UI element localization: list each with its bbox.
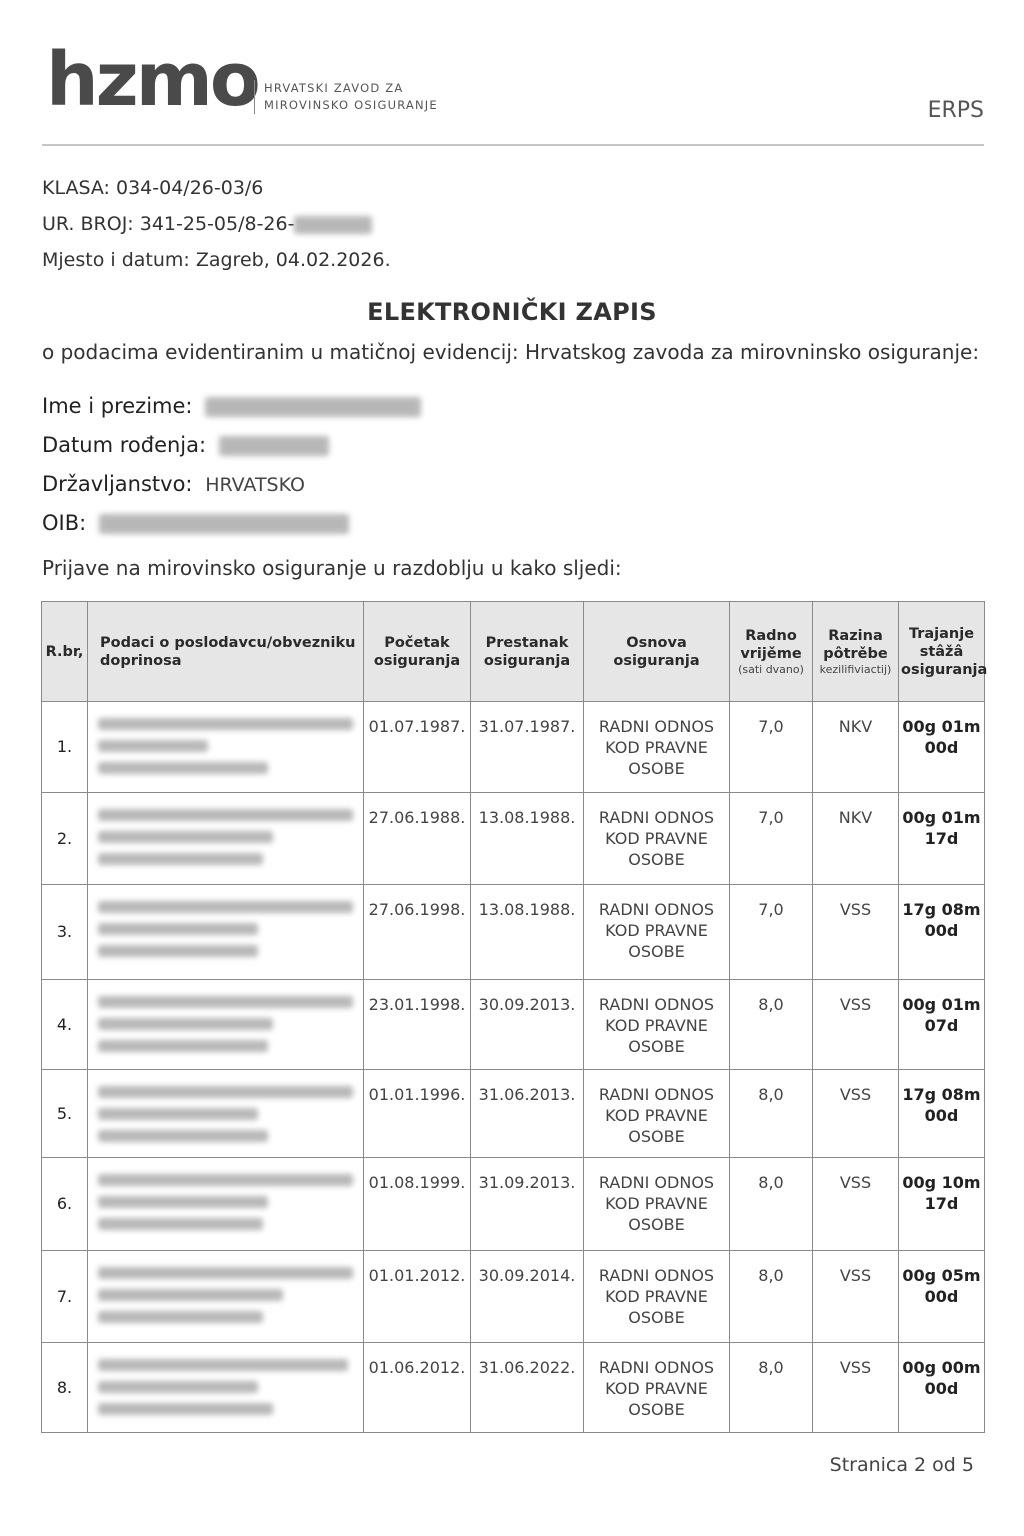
qualification-level: VSS bbox=[813, 1343, 899, 1433]
hzmo-logo: hzmo bbox=[46, 37, 258, 123]
col-level-sub: kezilifiviactij) bbox=[819, 662, 892, 676]
document-header bbox=[42, 37, 984, 146]
redacted-employer-line bbox=[98, 923, 258, 935]
table-row bbox=[42, 885, 985, 980]
working-hours: 8,0 bbox=[730, 1343, 813, 1433]
redacted-employer-line bbox=[98, 762, 268, 774]
redacted-employer-line bbox=[98, 853, 263, 865]
insurance-duration: 00g 00m 00d bbox=[899, 1343, 985, 1433]
col-end: Prestanak osiguranja bbox=[471, 602, 584, 702]
row-number: 8. bbox=[42, 1343, 88, 1433]
insurance-duration: 00g 10m 17d bbox=[899, 1158, 985, 1251]
redacted-employer-line bbox=[98, 1267, 353, 1279]
end-date: 13.08.1988. bbox=[471, 793, 584, 885]
redacted-employer-line bbox=[98, 1359, 348, 1371]
oib-label: OIB: bbox=[42, 511, 87, 535]
working-hours: 7,0 bbox=[730, 702, 813, 793]
place-and-date: Mjesto i datum: Zagreb, 04.02.2026. bbox=[42, 249, 391, 271]
table-row bbox=[42, 1158, 985, 1251]
col-hours-label: Radno vrijěme bbox=[740, 627, 802, 662]
start-date: 27.06.1988. bbox=[364, 793, 471, 885]
end-date: 31.07.1987. bbox=[471, 702, 584, 793]
insurance-duration: 00g 01m 07d bbox=[899, 980, 985, 1070]
klasa: KLASA: 034-04/26-03/6 bbox=[42, 177, 264, 199]
institution-name-line2: MIROVINSKO OSIGURANJE bbox=[264, 98, 438, 112]
working-hours: 8,0 bbox=[730, 1251, 813, 1343]
dob-row bbox=[42, 427, 421, 466]
col-duration: Trajanje stâžâ osiguranja bbox=[899, 602, 985, 702]
insurance-basis: RADNI ODNOS KOD PRAVNE OSOBE bbox=[584, 1343, 730, 1433]
col-employer: Podaci o poslodavcu/obvezniku doprinosa bbox=[88, 602, 364, 702]
col-rbr: R.br, bbox=[42, 602, 88, 702]
employer-cell bbox=[88, 980, 364, 1070]
start-date: 01.08.1999. bbox=[364, 1158, 471, 1251]
dob-label: Datum rođenja: bbox=[42, 433, 207, 457]
row-number: 4. bbox=[42, 980, 88, 1070]
insurance-table bbox=[41, 601, 988, 1433]
table-header-row bbox=[42, 602, 985, 702]
start-date: 23.01.1998. bbox=[364, 980, 471, 1070]
employer-cell bbox=[88, 1343, 364, 1433]
start-date: 27.06.1998. bbox=[364, 885, 471, 980]
insurance-duration: 00g 01m 17d bbox=[899, 793, 985, 885]
qualification-level: VSS bbox=[813, 885, 899, 980]
qualification-level: NKV bbox=[813, 702, 899, 793]
redacted-employer-line bbox=[98, 901, 353, 913]
insurance-duration: 00g 01m 00d bbox=[899, 702, 985, 793]
working-hours: 8,0 bbox=[730, 1070, 813, 1158]
table-row bbox=[42, 1343, 985, 1433]
col-hours-sub: (sati dvano) bbox=[738, 662, 804, 676]
redacted-employer-line bbox=[98, 1381, 258, 1393]
table-row bbox=[42, 1251, 985, 1343]
citizenship-label: Državljanstvo: bbox=[42, 472, 193, 496]
redacted-dob bbox=[219, 436, 329, 456]
insurance-basis: RADNI ODNOS KOD PRAVNE OSOBE bbox=[584, 885, 730, 980]
qualification-level: VSS bbox=[813, 1251, 899, 1343]
col-basis: Osnova osiguranja bbox=[584, 602, 730, 702]
page-number: Stranica 2 od 5 bbox=[829, 1454, 974, 1476]
insurance-basis: RADNI ODNOS KOD PRAVNE OSOBE bbox=[584, 702, 730, 793]
employer-cell bbox=[88, 1251, 364, 1343]
qualification-level: VSS bbox=[813, 1070, 899, 1158]
start-date: 01.01.1996. bbox=[364, 1070, 471, 1158]
col-level-label: Razina pôtrěbe bbox=[823, 627, 888, 662]
document-subtitle: o podacima evidentiranim u matičnoj evidencij: Hrvatskog zavoda za mirovninsko osiguranje: bbox=[42, 340, 980, 364]
table-row bbox=[42, 980, 985, 1070]
table-row bbox=[42, 793, 985, 885]
intro-text: Prijave na mirovinsko osiguranje u razdoblju u kako sljedi: bbox=[42, 556, 622, 580]
redacted-employer-line bbox=[98, 945, 258, 957]
row-number: 5. bbox=[42, 1070, 88, 1158]
table-row bbox=[42, 1070, 985, 1158]
end-date: 31.06.2013. bbox=[471, 1070, 584, 1158]
name-row bbox=[42, 388, 421, 427]
name-label: Ime i prezime: bbox=[42, 394, 193, 418]
employer-cell bbox=[88, 1158, 364, 1251]
redacted-employer-line bbox=[98, 831, 273, 843]
insurance-basis: RADNI ODNOS KOD PRAVNE OSOBE bbox=[584, 1070, 730, 1158]
redacted-employer-line bbox=[98, 1311, 263, 1323]
redacted-employer-line bbox=[98, 1218, 263, 1230]
table-row bbox=[42, 702, 985, 793]
employer-cell bbox=[88, 885, 364, 980]
ur-broj-text: UR. BROJ: 341-25-05/8-26- bbox=[42, 213, 295, 235]
col-start: Početak osiguranja bbox=[364, 602, 471, 702]
qualification-level: NKV bbox=[813, 793, 899, 885]
citizenship-row bbox=[42, 466, 421, 505]
qualification-level: VSS bbox=[813, 980, 899, 1070]
redacted-employer-line bbox=[98, 740, 208, 752]
system-code: ERPS bbox=[927, 98, 984, 123]
col-level bbox=[813, 602, 899, 702]
start-date: 01.07.1987. bbox=[364, 702, 471, 793]
start-date: 01.01.2012. bbox=[364, 1251, 471, 1343]
redacted-employer-line bbox=[98, 1018, 273, 1030]
working-hours: 8,0 bbox=[730, 1158, 813, 1251]
insurance-duration: 00g 05m 00d bbox=[899, 1251, 985, 1343]
redacted-number bbox=[294, 216, 372, 234]
row-number: 2. bbox=[42, 793, 88, 885]
ur-broj bbox=[42, 208, 391, 244]
document-meta bbox=[42, 172, 391, 280]
redacted-name bbox=[205, 397, 421, 417]
working-hours: 8,0 bbox=[730, 980, 813, 1070]
redacted-employer-line bbox=[98, 1086, 353, 1098]
insurance-duration: 17g 08m 00d bbox=[899, 1070, 985, 1158]
end-date: 13.08.1988. bbox=[471, 885, 584, 980]
row-number: 7. bbox=[42, 1251, 88, 1343]
redacted-employer-line bbox=[98, 996, 353, 1008]
insurance-basis: RADNI ODNOS KOD PRAVNE OSOBE bbox=[584, 793, 730, 885]
insurance-basis: RADNI ODNOS KOD PRAVNE OSOBE bbox=[584, 980, 730, 1070]
redacted-employer-line bbox=[98, 1040, 268, 1052]
employer-cell bbox=[88, 702, 364, 793]
person-details bbox=[42, 388, 421, 544]
start-date: 01.06.2012. bbox=[364, 1343, 471, 1433]
redacted-employer-line bbox=[98, 1174, 353, 1186]
redacted-oib bbox=[99, 514, 349, 534]
employer-cell bbox=[88, 793, 364, 885]
row-number: 6. bbox=[42, 1158, 88, 1251]
qualification-level: VSS bbox=[813, 1158, 899, 1251]
redacted-employer-line bbox=[98, 1196, 268, 1208]
insurance-basis: RADNI ODNOS KOD PRAVNE OSOBE bbox=[584, 1251, 730, 1343]
oib-row bbox=[42, 505, 421, 544]
row-number: 3. bbox=[42, 885, 88, 980]
insurance-basis: RADNI ODNOS KOD PRAVNE OSOBE bbox=[584, 1158, 730, 1251]
redacted-employer-line bbox=[98, 809, 353, 821]
end-date: 31.06.2022. bbox=[471, 1343, 584, 1433]
working-hours: 7,0 bbox=[730, 793, 813, 885]
row-number: 1. bbox=[42, 702, 88, 793]
employer-cell bbox=[88, 1070, 364, 1158]
end-date: 30.09.2014. bbox=[471, 1251, 584, 1343]
col-hours bbox=[730, 602, 813, 702]
redacted-employer-line bbox=[98, 1130, 268, 1142]
document-title: ELEKTRONIČKI ZAPIS bbox=[367, 298, 657, 326]
end-date: 31.09.2013. bbox=[471, 1158, 584, 1251]
redacted-employer-line bbox=[98, 718, 353, 730]
insurance-duration: 17g 08m 00d bbox=[899, 885, 985, 980]
institution-name bbox=[254, 80, 438, 114]
working-hours: 7,0 bbox=[730, 885, 813, 980]
end-date: 30.09.2013. bbox=[471, 980, 584, 1070]
citizenship-value: HRVATSKO bbox=[205, 474, 305, 496]
redacted-employer-line bbox=[98, 1108, 258, 1120]
redacted-employer-line bbox=[98, 1289, 283, 1301]
table-body bbox=[42, 702, 985, 1433]
institution-name-line1: HRVATSKI ZAVOD ZA bbox=[264, 81, 404, 95]
redacted-employer-line bbox=[98, 1403, 273, 1415]
